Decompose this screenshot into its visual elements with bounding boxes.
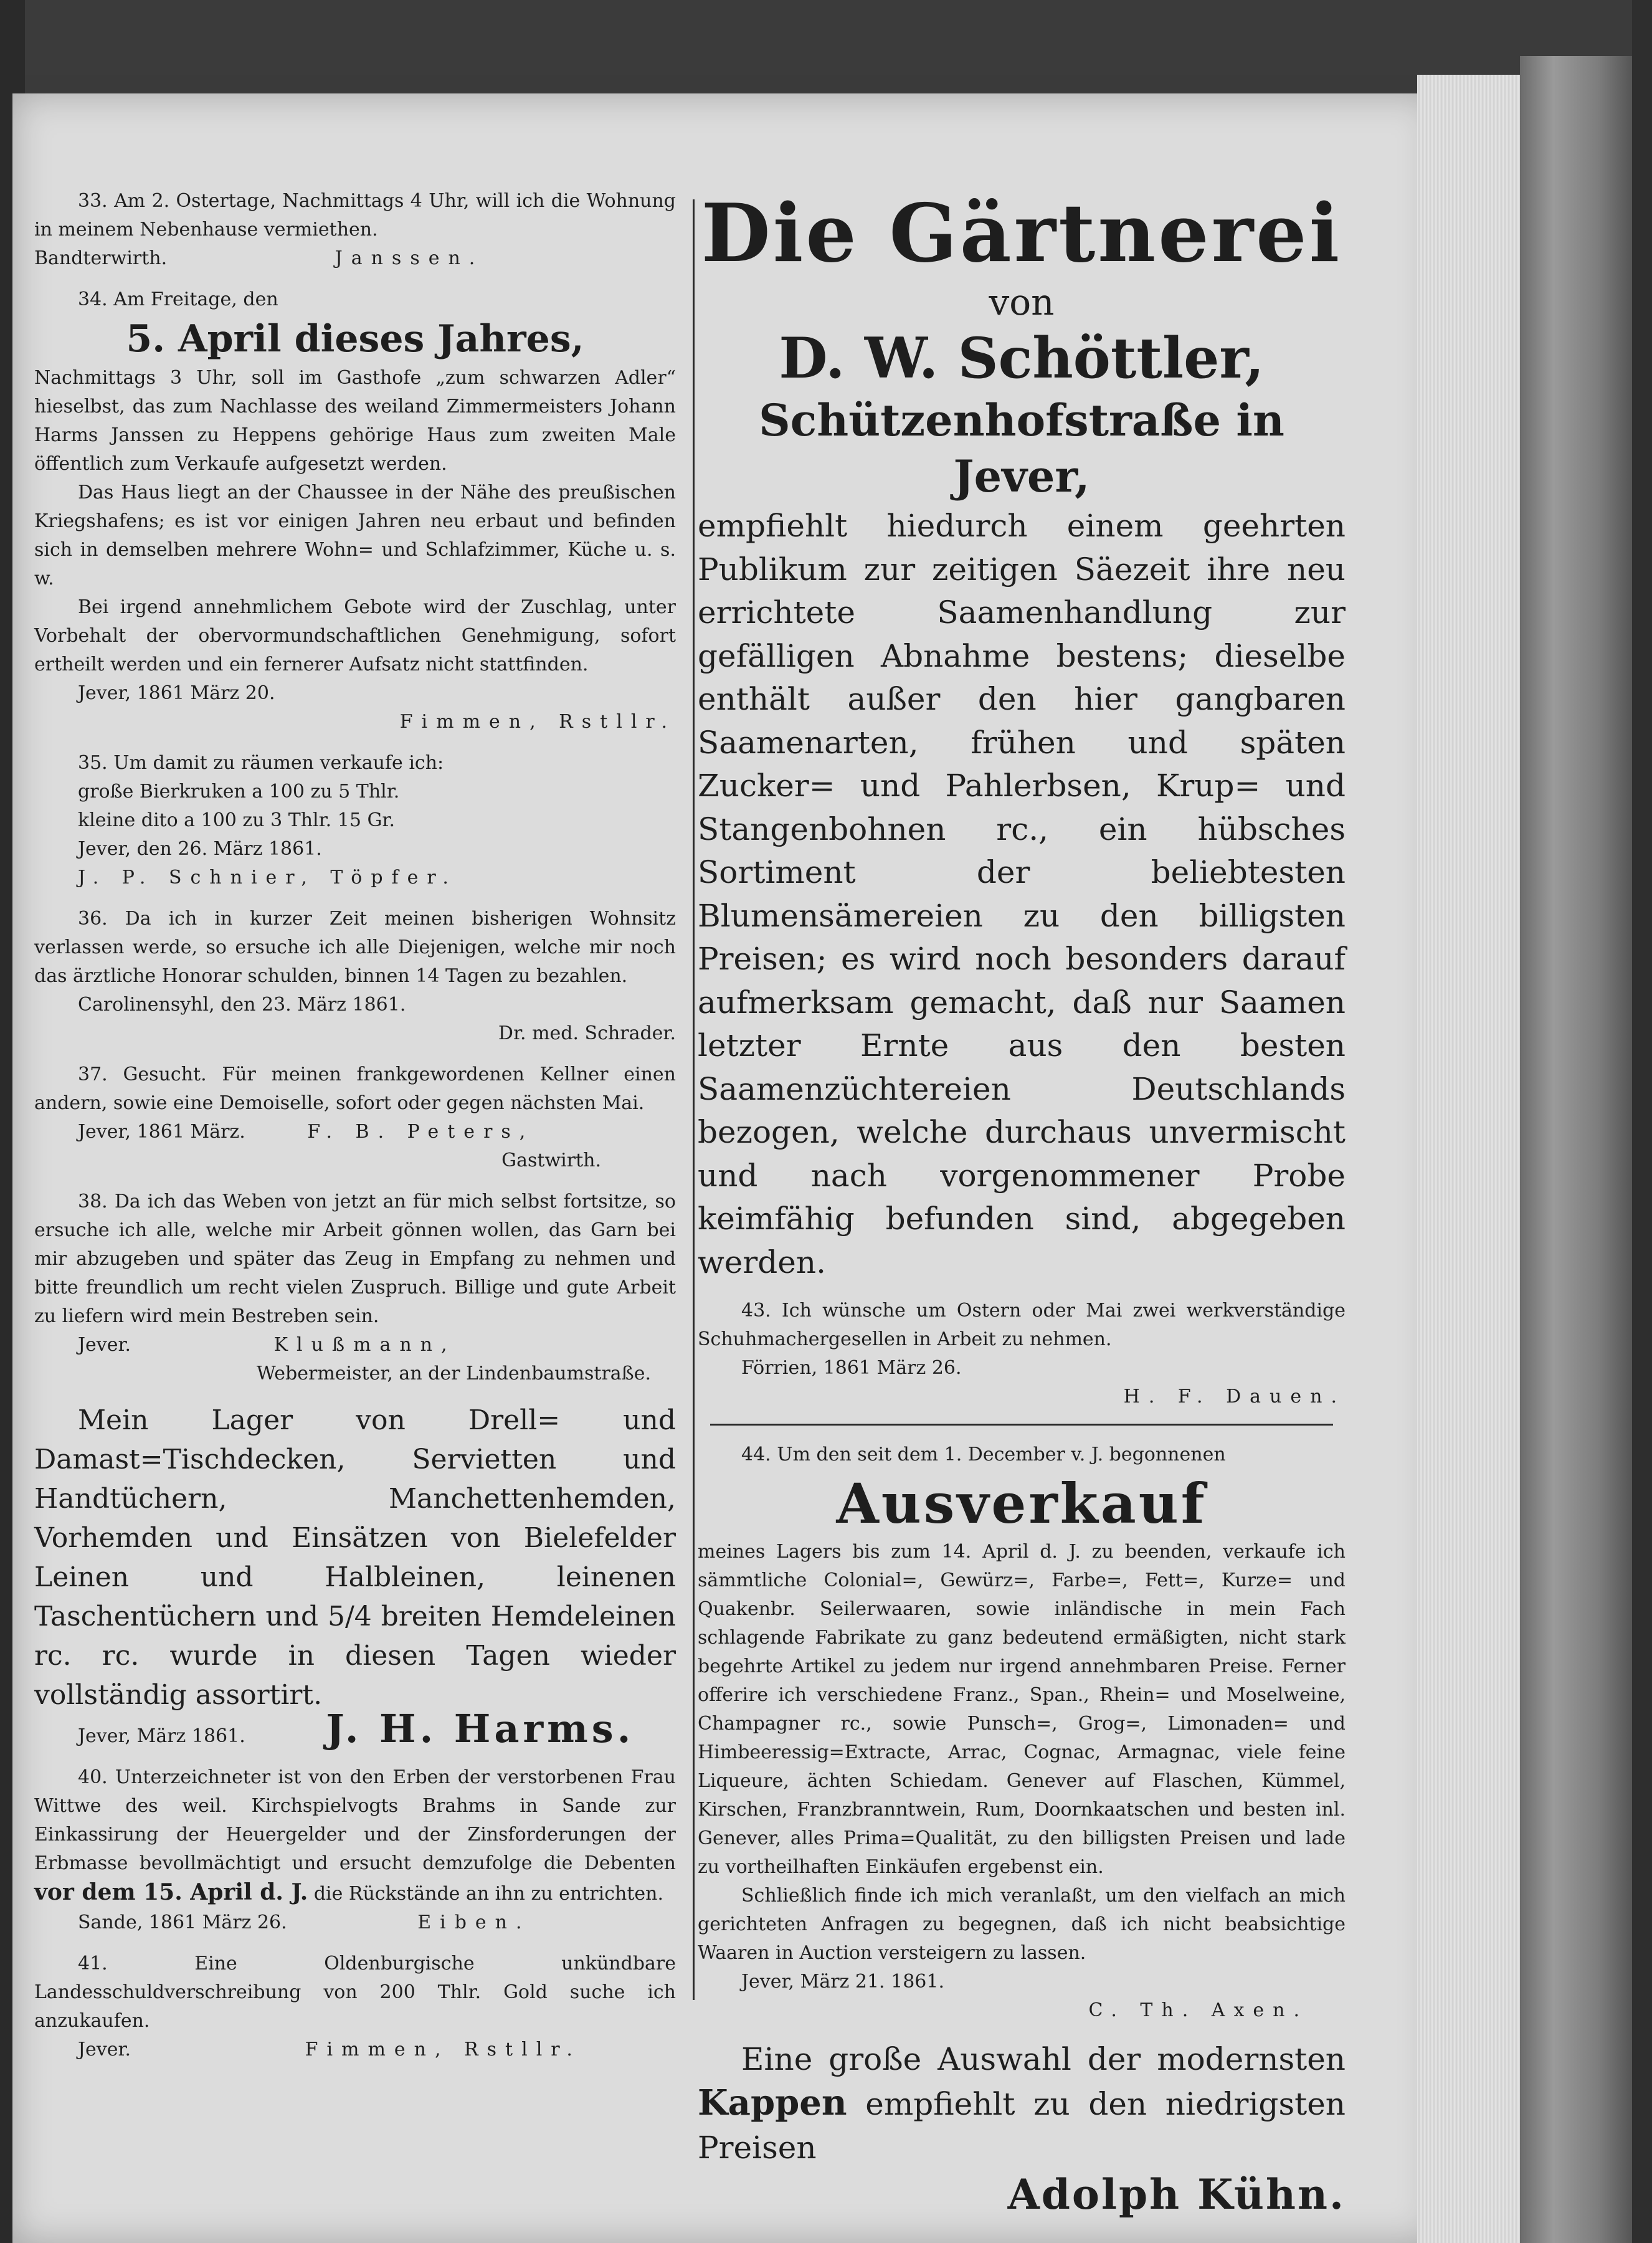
kappen-ad xyxy=(698,2037,1346,2219)
lager-ad-signature-line xyxy=(34,1706,676,1751)
ad-37 xyxy=(34,1060,676,1175)
ad-37-signature-line xyxy=(34,1118,676,1146)
gaertnerei-ad xyxy=(698,187,1346,1284)
kappen-signature: Adolph Kühn. xyxy=(1007,2170,1346,2219)
ad-44-date: Jever, März 21. 1861. xyxy=(741,1971,945,1993)
ad-43 xyxy=(698,1297,1346,1411)
gaertnerei-street: Schützenhofstraße in Jever, xyxy=(759,394,1284,502)
right-column xyxy=(698,187,1346,2219)
book-fore-edge xyxy=(1417,75,1529,2243)
gaertnerei-von: von xyxy=(989,281,1055,323)
lager-ad-text: Mein Lager von Drell= und Damast=Tischdecken, Servietten und Handtüchern, Manchettenhemden, Vorhemden und Einsätzen von Bielefelder Leinen und Halbleinen, leinenen Taschentüchern und 5/4 breiten Hemdeleinen rc. rc. wurde in diesen Tagen wieder vollständig assortirt. xyxy=(34,1404,676,1711)
ad-37-text: 37. Gesucht. Für meinen frankgewordenen Kellner einen andern, sowie eine Demoiselle, sofort oder gegen nächsten Mai. xyxy=(34,1064,676,1114)
ad-33-signature-line xyxy=(34,244,676,273)
ad-36-date: Carolinensyhl, den 23. März 1861. xyxy=(78,994,406,1016)
ad-36-signature: Dr. med. Schrader. xyxy=(498,1022,676,1044)
ad-44-lead: 44. Um den seit dem 1. December v. J. begonnenen xyxy=(741,1444,1226,1465)
ad-41 xyxy=(34,1950,676,2064)
ad-40 xyxy=(34,1763,676,1937)
left-column xyxy=(34,187,676,2064)
ad-44-paragraph-2: Schließlich finde ich mich veranlaßt, um den vielfach an mich gerichteten Anfragen zu begegnen, daß ich nicht beabsichtige Waaren in Auction versteigern zu lassen. xyxy=(698,1885,1346,1964)
ad-41-signature-line xyxy=(34,2036,676,2064)
ad-40-signature-line xyxy=(34,1908,676,1937)
ad-40-date: Sande, 1861 März 26. xyxy=(78,1912,287,1933)
lager-ad-date: Jever, März 1861. xyxy=(78,1725,245,1747)
background-right xyxy=(1632,0,1652,2243)
gaertnerei-body: empfiehlt hiedurch einem geehrten Publikum zur zeitigen Säezeit ihre neu errichtete Saamenhandlung zur gefälligen Abnahme bestens; dieselbe enthält außer den hier gangbaren Saamenarten, frühen und späten Zucker= und Pahlerbsen, Krup= und Stangenbohnen rc., ein hübsches Sortiment der beliebtesten Blumensämereien zu den billigsten Preisen; es wird noch besonders darauf aufmerksam gemacht, daß nur Saamen letzter Ernte aus den besten Saamenzüchtereien Deutschlands bezogen, welche durchaus unvermischt und nach vorgenommener Probe keimfähig befunden sind, abgegeben werden. xyxy=(698,508,1346,1280)
ad-44 xyxy=(698,1441,1346,2025)
ad-34-paragraph-3: Bei irgend annehmlichem Gebote wird der Zuschlag, unter Vorbehalt der obervormundschaftlichen Genehmigung, sofort ertheilt werden und ein fernerer Aufsatz nicht stattfinden. xyxy=(34,596,676,675)
ad-34-paragraph-2: Das Haus liegt an der Chaussee in der Nähe des preußischen Kriegshafens; es ist vor einigen Jahren neu erbaut und befinden sich in demselben mehrere Wohn= und Schlafzimmer, Küche u. s. w. xyxy=(34,482,676,589)
gaertnerei-title: Die Gärtnerei xyxy=(701,187,1342,280)
book-cover xyxy=(1520,56,1632,2243)
ad-35-signature: J. P. Schnier, Töpfer. xyxy=(78,867,457,888)
ad-35-lead: 35. Um damit zu räumen verkaufe ich: xyxy=(78,752,444,774)
lager-ad-signature: J. H. Harms. xyxy=(326,1706,635,1751)
ad-43-date: Förrien, 1861 März 26. xyxy=(741,1357,962,1379)
ad-35-item-1: große Bierkruken a 100 zu 5 Thlr. xyxy=(78,781,400,802)
ad-37-signature: F. B. Peters, xyxy=(307,1121,534,1143)
ad-34-paragraph-1: Nachmittags 3 Uhr, soll im Gasthofe „zum schwarzen Adler“ hieselbst, das zum Nachlasse des weiland Zimmermeisters Johann Harms Janssen zu Heppens gehörige Haus zum zweiten Male öffentlich zum Verkaufe aufgesetzt werden. xyxy=(34,367,676,475)
ad-40-deadline: vor dem 15. April d. J. xyxy=(34,1879,308,1905)
ad-41-place: Jever. xyxy=(78,2039,131,2060)
ad-38 xyxy=(34,1188,676,1388)
ad-44-title: Ausverkauf xyxy=(836,1471,1207,1536)
ad-38-place: Jever. xyxy=(78,1334,131,1356)
ad-35 xyxy=(34,749,676,892)
ad-37-role: Gastwirth. xyxy=(501,1150,601,1171)
ad-34-lead: 34. Am Freitage, den xyxy=(78,288,278,310)
ad-40-signature: Eiben. xyxy=(417,1912,531,1933)
ad-35-date: Jever, den 26. März 1861. xyxy=(78,838,322,860)
ad-34-signature: Fimmen, Rstllr. xyxy=(399,711,676,733)
ad-43-signature: H. F. Dauen. xyxy=(1123,1386,1346,1407)
ad-33 xyxy=(34,187,676,273)
ad-36-text: 36. Da ich in kurzer Zeit meinen bisherigen Wohnsitz verlassen werde, so ersuche ich alle Diejenigen, welche mir noch das ärztliche Honorar schulden, binnen 14 Tagen zu bezahlen. xyxy=(34,908,676,987)
ad-33-signature: Janssen. xyxy=(335,247,484,269)
ad-34-date: Jever, 1861 März 20. xyxy=(78,682,275,704)
column-divider xyxy=(693,199,695,2000)
kappen-text xyxy=(698,2037,1346,2169)
ad-33-text: 33. Am 2. Ostertage, Nachmittags 4 Uhr, will ich die Wohnung in meinem Nebenhause vermiethen. xyxy=(34,190,676,240)
kappen-text-a: Eine große Auswahl der modernsten xyxy=(741,2041,1346,2077)
ad-44-paragraph-1: meines Lagers bis zum 14. April d. J. zu beenden, verkaufe ich sämmtliche Colonial=, Gewürz=, Farbe=, Fett=, Kurze= und Quakenbr. Seilerwaaren, sowie inländische in mein Fach schlagende Fabrikate zu ganz bedeutend ermäßigten, nicht stark begehrte Artikel zu jedem nur irgend annehmbaren Preise. Ferner offerire ich verschiedene Franz., Span., Rhein= und Moselweine, Champagner rc., sowie Punsch=, Grog=, Limonaden= und Himbeeressig=Extracte, Arrac, Cognac, Armagnac, viele feine Liqueure, ächten Schiedam. Genever auf Flaschen, Kümmel, Kirschen, Franzbranntwein, Rum, Doornkaatschen und besten inl. Genever, alles Prima=Qualität, zu den billigsten Preisen und lade zu vortheilhaften Einkäufen ergebenst ein. xyxy=(698,1541,1346,1878)
ad-38-signature: Klußmann, xyxy=(273,1334,456,1356)
ad-40-text-b: die Rückstände an ihn zu entrichten. xyxy=(313,1883,663,1905)
ad-34 xyxy=(34,285,676,736)
ad-36 xyxy=(34,905,676,1048)
ad-43-text: 43. Ich wünsche um Ostern oder Mai zwei werkverständige Schuhmachergesellen in Arbeit zu nehmen. xyxy=(698,1300,1346,1350)
ad-41-signature: Fimmen, Rstllr. xyxy=(305,2039,581,2060)
ad-37-date: Jever, 1861 März. xyxy=(78,1121,245,1143)
lager-ad xyxy=(34,1401,676,1751)
kappen-word: Kappen xyxy=(698,2082,847,2123)
ad-34-date-heading: 5. April dieses Jahres, xyxy=(126,317,584,361)
ad-38-text: 38. Da ich das Weben von jetzt an für mich selbst fortsitze, so ersuche ich alle, welche mir Arbeit gönnen wollen, das Garn bei mir abzugeben und später das Zeug in Empfang zu nehmen und bitte freundlich um recht vielen Zuspruch. Billige und gute Arbeit zu liefern wird mein Bestreben sein. xyxy=(34,1191,676,1327)
ad-44-signature: C. Th. Axen. xyxy=(1088,1999,1308,2021)
kappen-text-b: empfiehlt zu den niedrigsten Preisen xyxy=(698,2086,1346,2166)
ad-41-text: 41. Eine Oldenburgische unkündbare Landesschuldverschreibung von 200 Thlr. Gold suche ich anzukaufen. xyxy=(34,1953,676,2032)
ad-33-place: Bandterwirth. xyxy=(34,247,168,269)
ad-38-signature-line xyxy=(34,1331,676,1360)
ad-38-role: Webermeister, an der Lindenbaumstraße. xyxy=(256,1363,651,1384)
background-top xyxy=(0,0,1652,75)
ad-35-item-2: kleine dito a 100 zu 3 Thlr. 15 Gr. xyxy=(78,809,395,831)
ad-40-text-a: 40. Unterzeichneter ist von den Erben der verstorbenen Frau Wittwe des weil. Kirchspielvogts Brahms in Sande zur Einkassirung der Heuergelder und der Zinsforderungen der Erbmasse bevollmächtigt und ersucht demzufolge die Debenten xyxy=(34,1766,676,1874)
gaertnerei-owner: D. W. Schöttler, xyxy=(779,325,1265,391)
ad-40-text xyxy=(34,1763,676,1908)
